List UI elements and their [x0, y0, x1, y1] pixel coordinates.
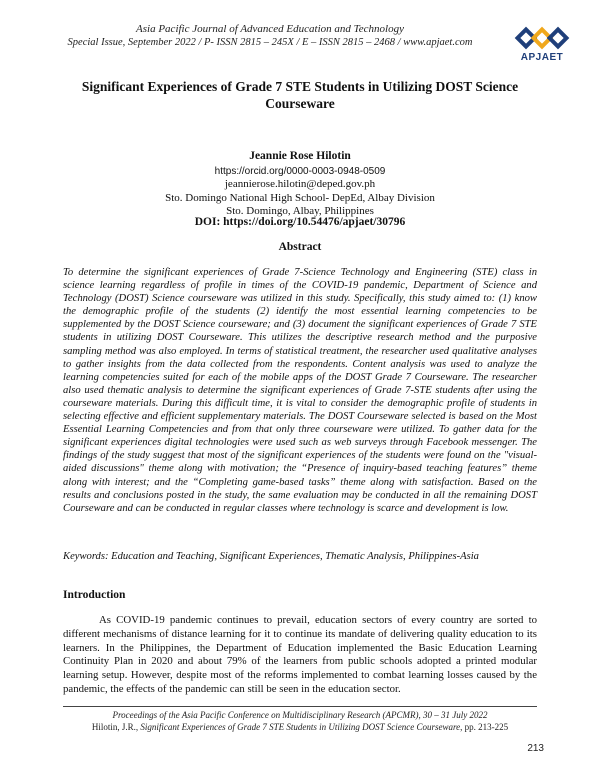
logo-wordmark: APJAET — [520, 52, 564, 63]
author-block — [60, 150, 540, 219]
author-location: Sto. Domingo, Albay, Philippines — [226, 205, 374, 217]
footer-divider — [63, 706, 537, 707]
author-name: Jeannie Rose Hilotin — [249, 150, 351, 162]
abstract-text: To determine the significant experiences of Grade 7-Science Technology and Engineering (STE) class in science learning regardless of profile in times of the COVID-19 pandemic, Department of Science and Technology (DOST) Science courseware was utilized in this study. Specifically, this study aimed to: (1) know the demographic profile of the students (2) identify the most essential learning competencies to be supplemented by the DOST Science courseware; and (3) document the significant experiences of Grade 7 STE students in utilizing DOST Courseware. This utilizes the descriptive research method and the purposive sampling method was also employed. In terms of statistical treatment, the researcher used qualitative analyses to gather insights from the data collected from the respondents. Content analysis was used to analyze the learning competencies suited for each of the mobile apps of the DOST Grade 7 Courseware. The researcher also used thematic analysis to determine the significant experiences of Grade 7-STE students after using the courseware materials. During this difficult time, it is vital to consider the demographic profile of students in selecting effective and efficient supplementary materials. The DOST Courseware selected is based on the Most Essential Learning Competencies and from that only three courseware were utilized. To gather data for the significant experiences digital technologies were used such as web surveys through Facebook messenger. The findings of the study suggest that most of the significant experiences of the students were found on the "visual-aided discussions" theme along with motivation; the “Presence of inquiry-based teaching features” theme along with interest; and the “Completing game-based tasks” theme along with satisfaction. Based on the results and conclusions posted in the study, the same evaluation may be conducted in all the remaining DOST Courseware and can be conducted in regular classes where technology is scarce and development is low. — [63, 267, 537, 514]
author-email[interactable]: jeannierose.hilotin@deped.gov.ph — [224, 178, 376, 190]
keywords: Keywords: Education and Teaching, Significant Experiences, Thematic Analysis, Philippines-Asia — [63, 551, 479, 562]
apjaet-logo — [514, 26, 570, 64]
introduction-heading: Introduction — [63, 589, 126, 601]
author-orcid[interactable]: https://orcid.org/0000-0003-0948-0509 — [214, 165, 386, 177]
doi-link[interactable]: DOI: https://doi.org/10.54476/apjaet/30796 — [194, 216, 406, 228]
citation-prefix: Hilotin, J.R., — [91, 721, 141, 732]
abstract-heading: Abstract — [278, 241, 322, 253]
conference-line: Proceedings of the Asia Pacific Conference on Multidisciplinary Research (APCMR), 30 – 31 July 2022 — [112, 710, 488, 720]
issue-line: Special Issue, September 2022 / P- ISSN 2815 – 245X / E – ISSN 2815 – 2468 / www.apjaet.com — [67, 37, 473, 48]
citation-pages: , pp. 213-225 — [460, 721, 509, 732]
page-footer — [60, 710, 540, 733]
author-affiliation: Sto. Domingo National High School- DepEd, Albay Division — [165, 191, 435, 204]
logo-diamonds-icon — [514, 26, 570, 52]
introduction-text: As COVID-19 pandemic continues to prevail, education sectors of every country are sorted to different mechanisms of distance learning for it to continue its mandate of delivering quality education to its learners. In the Philippines, the Department of Education implemented the Basic Education Learning Continuity Plan in 2020 and about 79% of the learners from public schools adopted a printed modular learning setup. However, despite most of the reforms implemented to combat learning losses caused by the pandemic, the effects of the pandemic can still be seen in the education sector. — [63, 614, 537, 695]
journal-header — [60, 22, 480, 50]
journal-name: Asia Pacific Journal of Advanced Education and Technology — [136, 23, 404, 35]
paper-title: Significant Experiences of Grade 7 STE Students in Utilizing DOST Science Courseware — [81, 79, 519, 111]
citation-title: Significant Experiences of Grade 7 STE Students in Utilizing DOST Science Courseware — [140, 721, 461, 732]
page-number: 213 — [527, 743, 544, 754]
citation-line — [60, 722, 540, 734]
